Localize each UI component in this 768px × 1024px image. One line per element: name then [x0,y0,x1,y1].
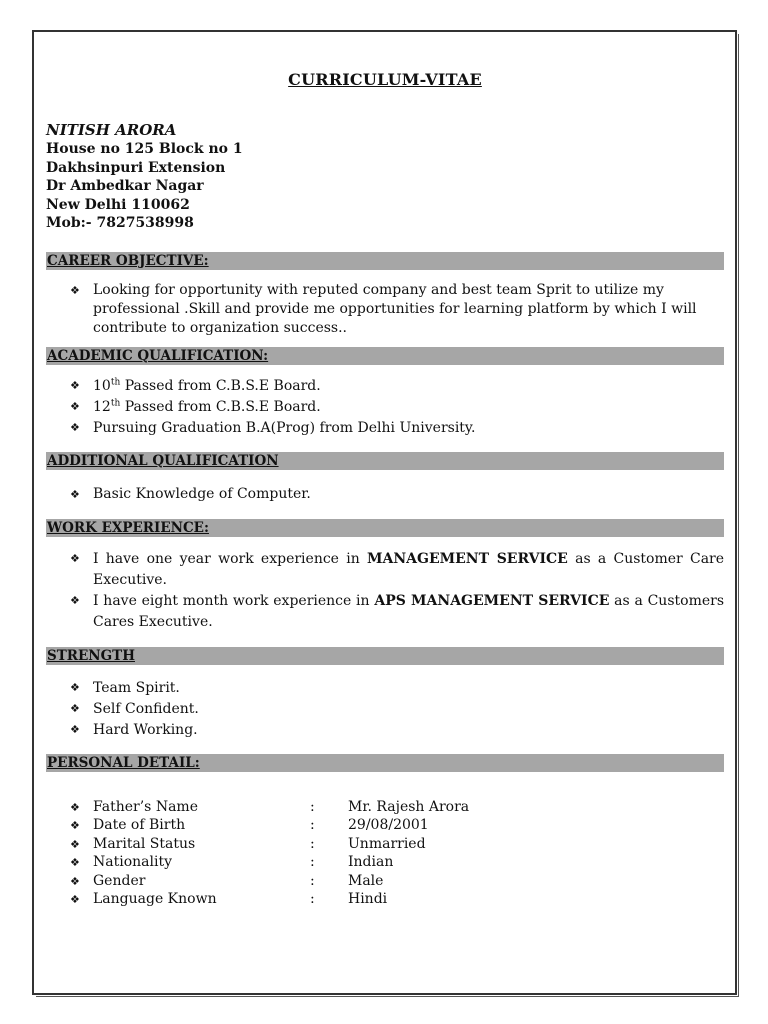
detail-value: Hindi [348,891,388,907]
detail-label: Language Known [93,891,217,907]
diamond-bullet-icon: ❖ [70,874,80,888]
personal-detail-row [70,835,724,854]
career-objective-list [46,281,724,338]
section-header-additional [46,452,724,470]
resume-content [46,70,724,909]
diamond-bullet-icon: ❖ [70,701,80,715]
section-header-strength [46,647,724,665]
section-title: STRENGTH [47,647,135,664]
section-title: WORK EXPERIENCE: [47,519,209,536]
list-item: ❖ 12th Passed from C.B.S.E Board. [70,397,321,415]
detail-label: Date of Birth [93,817,186,833]
detail-separator: : [310,798,315,815]
detail-separator: : [310,891,315,907]
detail-value: Mr. Rajesh Arora [348,798,470,815]
diamond-bullet-icon: ❖ [70,680,80,694]
career-objective-text: Looking for opportunity with reputed company and best team Sprit to utilize my professional .Skill and provide me opportunities for learning platform by which I will contribute to organization success.. [93,281,697,336]
diamond-bullet-icon: ❖ [70,837,80,851]
personal-detail-row [70,798,724,817]
list-item: ❖ 10th Passed from C.B.S.E Board. [70,376,321,394]
diamond-bullet-icon: ❖ [70,856,80,869]
list-item: ❖ Hard Working. [70,721,198,738]
address-line: House no 125 Block no 1 [46,141,243,157]
list-item [70,281,724,338]
detail-separator: : [310,835,315,852]
additional-list [46,485,724,504]
diamond-bullet-icon: ❖ [70,487,80,501]
section-header-career-objective [46,252,724,270]
section-title: ACADEMIC QUALIFICATION: [47,347,269,364]
contact-block [46,121,724,233]
personal-detail-row [70,816,724,835]
list-item: ❖ Pursuing Graduation B.A(Prog) from Delhi University. [70,419,476,436]
detail-label: Nationality [93,854,172,870]
diamond-bullet-icon: ❖ [70,593,80,607]
mobile-number: Mob:- 7827538998 [46,215,194,231]
section-title: CAREER OBJECTIVE: [47,252,209,269]
section-title: PERSONAL DETAIL: [47,754,200,771]
personal-detail-row [70,853,724,872]
detail-label: Father’s Name [93,798,198,815]
document-title: CURRICULUM-VITAE [288,70,482,89]
diamond-bullet-icon: ❖ [70,819,80,832]
address-line: New Delhi 110062 [46,196,190,213]
detail-value: Unmarried [348,835,426,852]
list-item: ❖ Basic Knowledge of Computer. [70,485,311,502]
section-header-personal [46,754,724,772]
address-line: Dakhsinpuri Extension [46,159,226,176]
diamond-bullet-icon: ❖ [70,551,80,565]
section-header-work [46,519,724,537]
list-item: ❖ I have eight month work experience in APS MANAGEMENT SERVICE as a Customers Cares Executive. [70,592,725,630]
address-line: Dr Ambedkar Nagar [46,178,204,194]
section-title: ADDITIONAL QUALIFICATION [47,452,279,469]
work-list [46,549,724,633]
detail-value: Male [348,872,384,889]
detail-label: Gender [93,872,146,889]
personal-detail-row [70,872,724,891]
personal-detail-list [46,798,724,909]
detail-separator: : [310,817,315,833]
list-item: ❖ I have one year work experience in MANAGEMENT SERVICE as a Customer Care Executive. [70,550,725,588]
diamond-bullet-icon: ❖ [70,283,80,297]
detail-separator: : [310,872,315,889]
diamond-bullet-icon: ❖ [70,420,80,434]
detail-label: Marital Status [93,835,196,852]
diamond-bullet-icon: ❖ [70,893,80,906]
diamond-bullet-icon: ❖ [70,800,80,814]
strength-list [46,678,724,741]
diamond-bullet-icon: ❖ [70,378,80,392]
diamond-bullet-icon: ❖ [70,722,80,736]
detail-value: 29/08/2001 [348,817,429,833]
section-header-academic [46,347,724,365]
list-item: ❖ Self Confident. [70,700,199,717]
candidate-name: NITISH ARORA [46,121,177,139]
detail-separator: : [310,854,315,870]
personal-detail-row [70,890,724,909]
academic-list [46,376,724,439]
detail-value: Indian [348,854,394,870]
list-item: ❖ Team Spirit. [70,679,180,696]
diamond-bullet-icon: ❖ [70,399,80,413]
